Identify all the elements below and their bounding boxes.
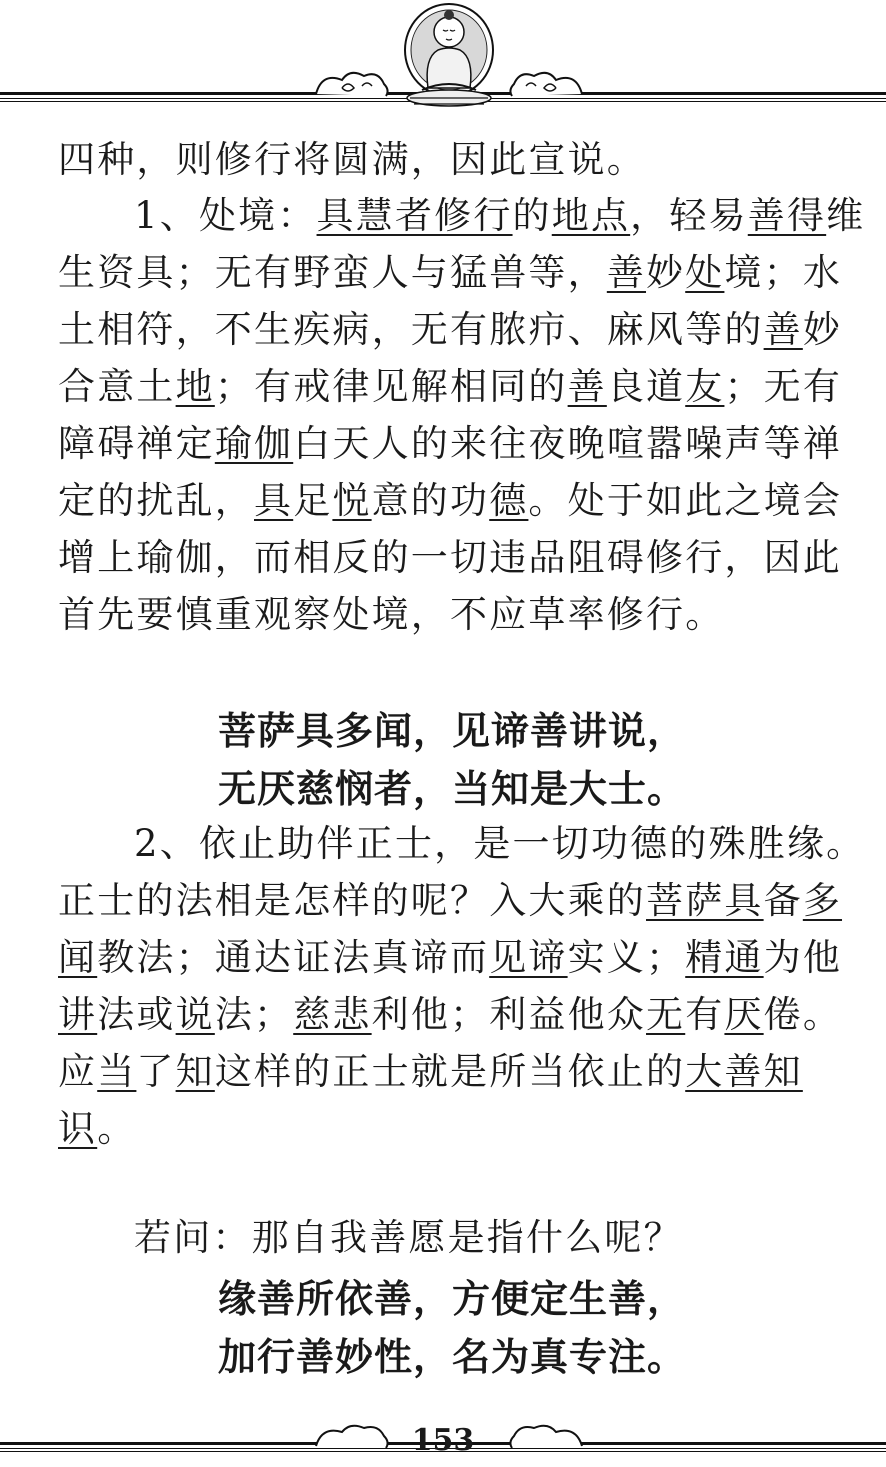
underlined-text: 处: [685, 251, 725, 294]
question-line: 若问：那自我善愿是指什么呢？: [134, 1216, 683, 1259]
underlined-text: 识: [58, 1107, 98, 1150]
underlined-text: 具: [254, 479, 294, 522]
verse-line: 菩萨具多闻，见谛善讲说，: [218, 709, 687, 753]
underlined-text: 多: [802, 879, 843, 922]
underlined-text: 厌: [724, 993, 764, 1036]
text-span: 合意土: [58, 365, 176, 408]
underlined-text: 知: [175, 1050, 215, 1093]
text-span: 首先要慎重观察处境，不应草率修行。: [58, 593, 725, 636]
text-span: 土相符，不生疾病，无有脓疖、麻风等的: [58, 308, 764, 351]
underlined-text: 地点: [551, 194, 631, 237]
text-line: 四种，则修行将圆满，因此宣说。: [58, 138, 646, 181]
underlined-text: 善: [567, 365, 607, 408]
text-span: 良道: [606, 365, 686, 408]
text-span: 意的功: [371, 479, 490, 522]
text-span: 为他: [763, 936, 843, 979]
underlined-text: 具慧者修行: [316, 194, 513, 237]
text-line: [58, 593, 724, 637]
text-span: 教法；通达证法真谛而: [97, 936, 490, 979]
text-span: 境；水: [724, 251, 843, 294]
text-span: 增上瑜伽，而相反的一切违品阻碍修行，因此: [58, 536, 842, 579]
cloud-ornament-icon: [506, 66, 586, 100]
text-span: 备: [763, 879, 803, 922]
text-span: 有: [685, 993, 725, 1036]
text-span: 法或: [97, 993, 176, 1036]
text-span: 足: [293, 479, 333, 522]
text-span: 。: [97, 1107, 137, 1150]
text-span: 实义；: [567, 936, 686, 979]
text-span: 定的扰乱，: [58, 479, 254, 522]
text-span: 妙: [802, 308, 843, 351]
underlined-text: 地: [175, 365, 215, 408]
underlined-text: 慈悲: [293, 993, 372, 1036]
underlined-text: 菩萨具: [646, 879, 764, 922]
text-span: 利他；利益他众: [371, 993, 647, 1036]
text-span: 。处于如此之境会: [528, 479, 843, 522]
text-span: ；有戒律见解相同的: [214, 365, 568, 408]
text-span: 生资具；无有野蛮人与猛兽等，: [58, 251, 607, 294]
underlined-text: 见谛: [489, 936, 568, 979]
page-number: 153: [411, 1423, 475, 1458]
text-line: [58, 251, 842, 295]
text-span: 了: [136, 1050, 176, 1093]
text-span: ，轻易: [630, 194, 748, 237]
text-line: [58, 1107, 136, 1151]
text-span: 2、依止助伴正士，是一切功德的殊胜缘。: [134, 822, 866, 865]
underlined-text: 闻: [58, 936, 98, 979]
verse-line: 缘善所依善，方便定生善，: [218, 1277, 687, 1321]
underlined-text: 大善知: [685, 1050, 803, 1093]
text-span: 的: [512, 194, 552, 237]
text-line: [58, 422, 842, 466]
text-line: [58, 1050, 803, 1094]
text-span: 正士的法相是怎样的呢？入大乘的: [58, 879, 646, 922]
text-span: ；无有: [724, 365, 843, 408]
text-line: [58, 993, 842, 1037]
underlined-text: 德: [489, 479, 529, 522]
buddha-icon: [402, 2, 496, 108]
text-span: 妙: [646, 251, 686, 294]
text-span: 1、处境：: [134, 194, 317, 237]
underlined-text: 说: [175, 993, 215, 1036]
text-line: [58, 879, 842, 923]
text-span: 这样的正士就是所当依止的: [214, 1050, 686, 1093]
underlined-text: 悦: [332, 479, 372, 522]
text-line: [58, 308, 842, 352]
text-span: 应: [58, 1050, 98, 1093]
text-span: 障碍禅定: [58, 422, 215, 465]
text-line: [58, 536, 842, 580]
text-line: [134, 822, 865, 866]
underlined-text: 善: [606, 251, 647, 294]
text-line: [58, 479, 842, 523]
text-span: 法；: [214, 993, 294, 1036]
underlined-text: 善得: [747, 194, 827, 237]
underlined-text: 瑜伽: [214, 422, 294, 465]
cloud-ornament-icon: [312, 66, 392, 100]
text-line: [58, 936, 842, 980]
verse-line: 加行善妙性，名为真专注。: [218, 1335, 687, 1379]
verse-line: 无厌慈悯者，当知是大士。: [218, 767, 687, 811]
underlined-text: 善: [763, 308, 803, 351]
underlined-text: 讲: [58, 993, 98, 1036]
text-line: [58, 365, 842, 409]
text-line: [134, 194, 865, 238]
underlined-text: 无: [646, 993, 686, 1036]
underlined-text: 友: [685, 365, 725, 408]
underlined-text: 当: [97, 1050, 137, 1093]
text-span: 白天人的来往夜晚喧嚣噪声等禅: [293, 422, 843, 465]
text-span: 倦。: [763, 993, 843, 1036]
text-span: 维: [826, 194, 866, 237]
underlined-text: 精通: [685, 936, 764, 979]
